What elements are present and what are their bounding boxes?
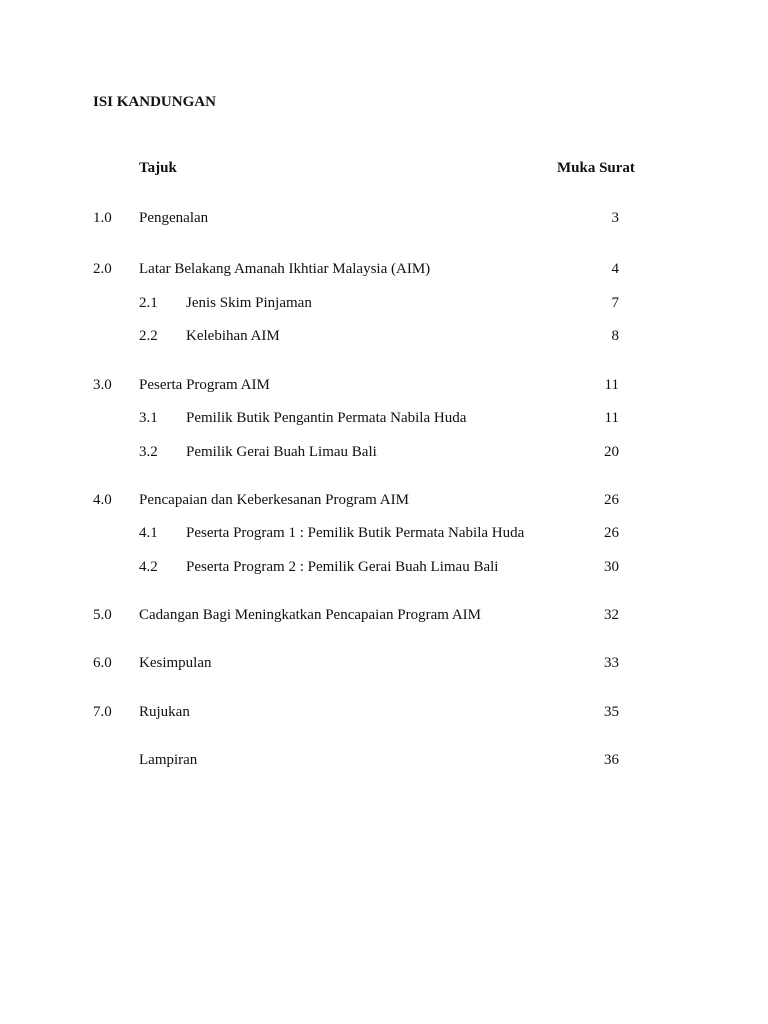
entry-page: 8 <box>611 328 619 344</box>
toc-entry-4-1 <box>0 525 768 545</box>
entry-title: Pemilik Butik Pengantin Permata Nabila Huda <box>186 410 467 426</box>
entry-title: Kelebihan AIM <box>186 328 280 344</box>
toc-entry-3-1 <box>0 410 768 430</box>
entry-page: 20 <box>604 444 619 460</box>
entry-page: 11 <box>604 377 619 393</box>
entry-page: 26 <box>604 492 619 508</box>
entry-number: 2.1 <box>139 295 158 311</box>
entry-number: 1.0 <box>93 210 112 226</box>
entry-number: 4.1 <box>139 525 158 541</box>
entry-page: 32 <box>604 607 619 623</box>
entry-title: Jenis Skim Pinjaman <box>186 295 312 311</box>
entry-title: Pengenalan <box>139 210 209 226</box>
entry-number: 3.0 <box>93 377 112 393</box>
entry-number: 4.0 <box>93 492 112 508</box>
header-topic: Tajuk <box>139 160 177 176</box>
entry-page: 26 <box>604 525 619 541</box>
entry-title: Rujukan <box>139 704 190 720</box>
entry-page: 4 <box>611 261 619 277</box>
entry-number: 2.2 <box>139 328 158 344</box>
entry-page: 35 <box>604 704 619 720</box>
entry-title: Latar Belakang Amanah Ikhtiar Malaysia (AIM) <box>139 261 431 277</box>
entry-title: Kesimpulan <box>139 655 212 671</box>
document-title: ISI KANDUNGAN <box>93 94 216 110</box>
entry-number: 7.0 <box>93 704 112 720</box>
entry-title: Pencapaian dan Keberkesanan Program AIM <box>139 492 409 508</box>
toc-entry-7-0 <box>0 704 768 724</box>
toc-entry-4-0 <box>0 492 768 512</box>
entry-page: 3 <box>611 210 619 226</box>
entry-title: Cadangan Bagi Meningkatkan Pencapaian Program AIM <box>139 607 481 623</box>
entry-title: Peserta Program 2 : Pemilik Gerai Buah Limau Bali <box>186 559 499 575</box>
entry-page: 7 <box>611 295 619 311</box>
entry-page: 11 <box>604 410 619 426</box>
entry-title: Peserta Program AIM <box>139 377 270 393</box>
toc-entry-4-2 <box>0 559 768 579</box>
entry-title: Pemilik Gerai Buah Limau Bali <box>186 444 377 460</box>
toc-entry-1-0 <box>0 210 768 230</box>
entry-number: 3.2 <box>139 444 158 460</box>
toc-entry-2-0 <box>0 261 768 281</box>
toc-entry-2-2 <box>0 328 768 348</box>
entry-page: 33 <box>604 655 619 671</box>
entry-number: 4.2 <box>139 559 158 575</box>
entry-title: Peserta Program 1 : Pemilik Butik Permata Nabila Huda <box>186 525 525 541</box>
entry-number: 3.1 <box>139 410 158 426</box>
toc-entry-3-0 <box>0 377 768 397</box>
entry-number: 6.0 <box>93 655 112 671</box>
entry-page: 30 <box>604 559 619 575</box>
entry-title: Lampiran <box>139 752 198 768</box>
toc-entry-2-1 <box>0 295 768 315</box>
toc-entry-3-2 <box>0 444 768 464</box>
entry-number: 5.0 <box>93 607 112 623</box>
toc-entry-5-0 <box>0 607 768 627</box>
toc-entry-6-0 <box>0 655 768 675</box>
entry-page: 36 <box>604 752 619 768</box>
entry-number: 2.0 <box>93 261 112 277</box>
toc-entry-lampiran <box>0 752 768 772</box>
header-page-number: Muka Surat <box>557 160 635 176</box>
